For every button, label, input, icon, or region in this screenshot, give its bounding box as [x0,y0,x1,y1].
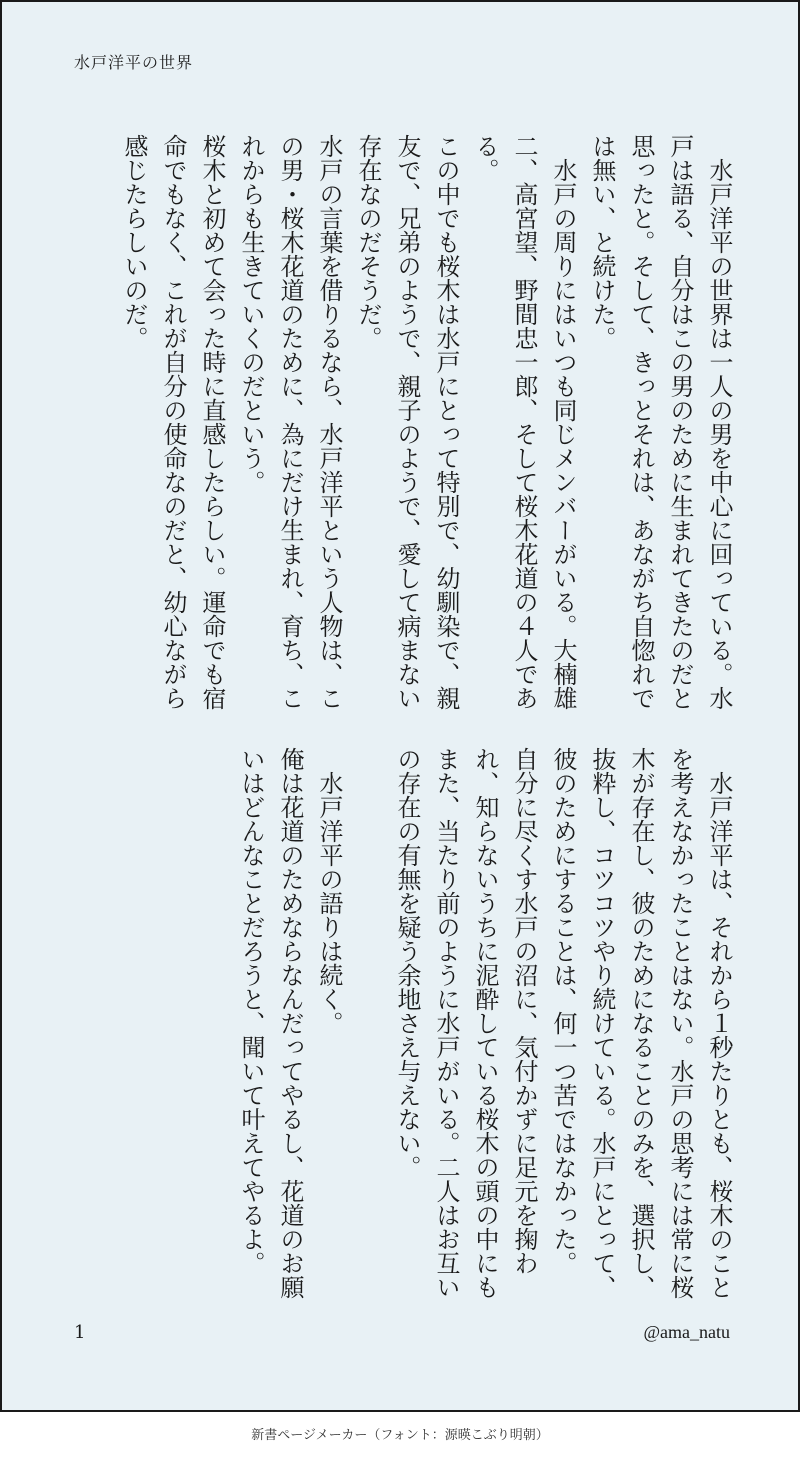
text-block-bottom [231,747,738,1317]
paragraph: 桜木と初めて会った時に直感したらしい。運命でも宿命でもなく、これが自分の使命なのだと、幼心ながら感じたらしいのだ。 [120,134,226,710]
author-handle: @ama_natu [643,1322,730,1342]
paragraph: 自分に尽くす水戸の沼に、気付かずに足元を掬われ、知らないうちに泥酔している桜木の頭の中にもまた、当たり前のように水戸がいる。二人はお互いの存在の有無を疑う余地さえ与えない。 [393,747,538,1299]
generator-credit: 新書ページメーカー（フォント：源暎こぶり明朝） [251,1428,549,1443]
paragraph: 水戸洋平の世界は一人の男を中心に回っている。水戸は語る、自分はこの男のために生まれてきたのだと思ったと。そして、きっとそれは、あながち自惚れでは無い、と続けた。 [588,134,733,710]
page-title: 水戸洋平の世界 [74,53,194,72]
text-block-top [114,134,738,714]
paragraph: この中でも桜木は水戸にとって特別で、幼馴染で、親友で、兄弟のようで、親子のようで、愛して病まない存在なのだそうだ。 [354,134,460,710]
paragraph-spacer [348,747,387,1317]
paragraph: 水戸の言葉を借りるなら、水戸洋平という人物は、この男・桜木花道のために、為にだけ生まれ、育ち、これからも生きていくのだという。 [237,134,343,710]
paragraph: 水戸の周りにはいつも同じメンバーがいる。大楠雄二、高宮望、野間忠一郎、そして桜木花道の４人である。 [471,134,577,710]
page-number: 1 [74,1322,86,1343]
paragraph: 俺は花道のためならなんだってやるし、花道のお願いはどんなことだろうと、聞いて叶えてやるよ。 [237,747,304,1299]
paragraph: 水戸洋平は、それから１秒たりとも、桜木のことを考えなかったことはない。水戸の思考には常に桜木が存在し、彼のためになることのみを、選択し、抜粋し、コツコツやり続けている。水戸にとって、彼のためにすることは、何一つ苦ではなかった。 [549,747,733,1299]
paragraph: 水戸洋平の語りは続く。 [315,771,343,1035]
